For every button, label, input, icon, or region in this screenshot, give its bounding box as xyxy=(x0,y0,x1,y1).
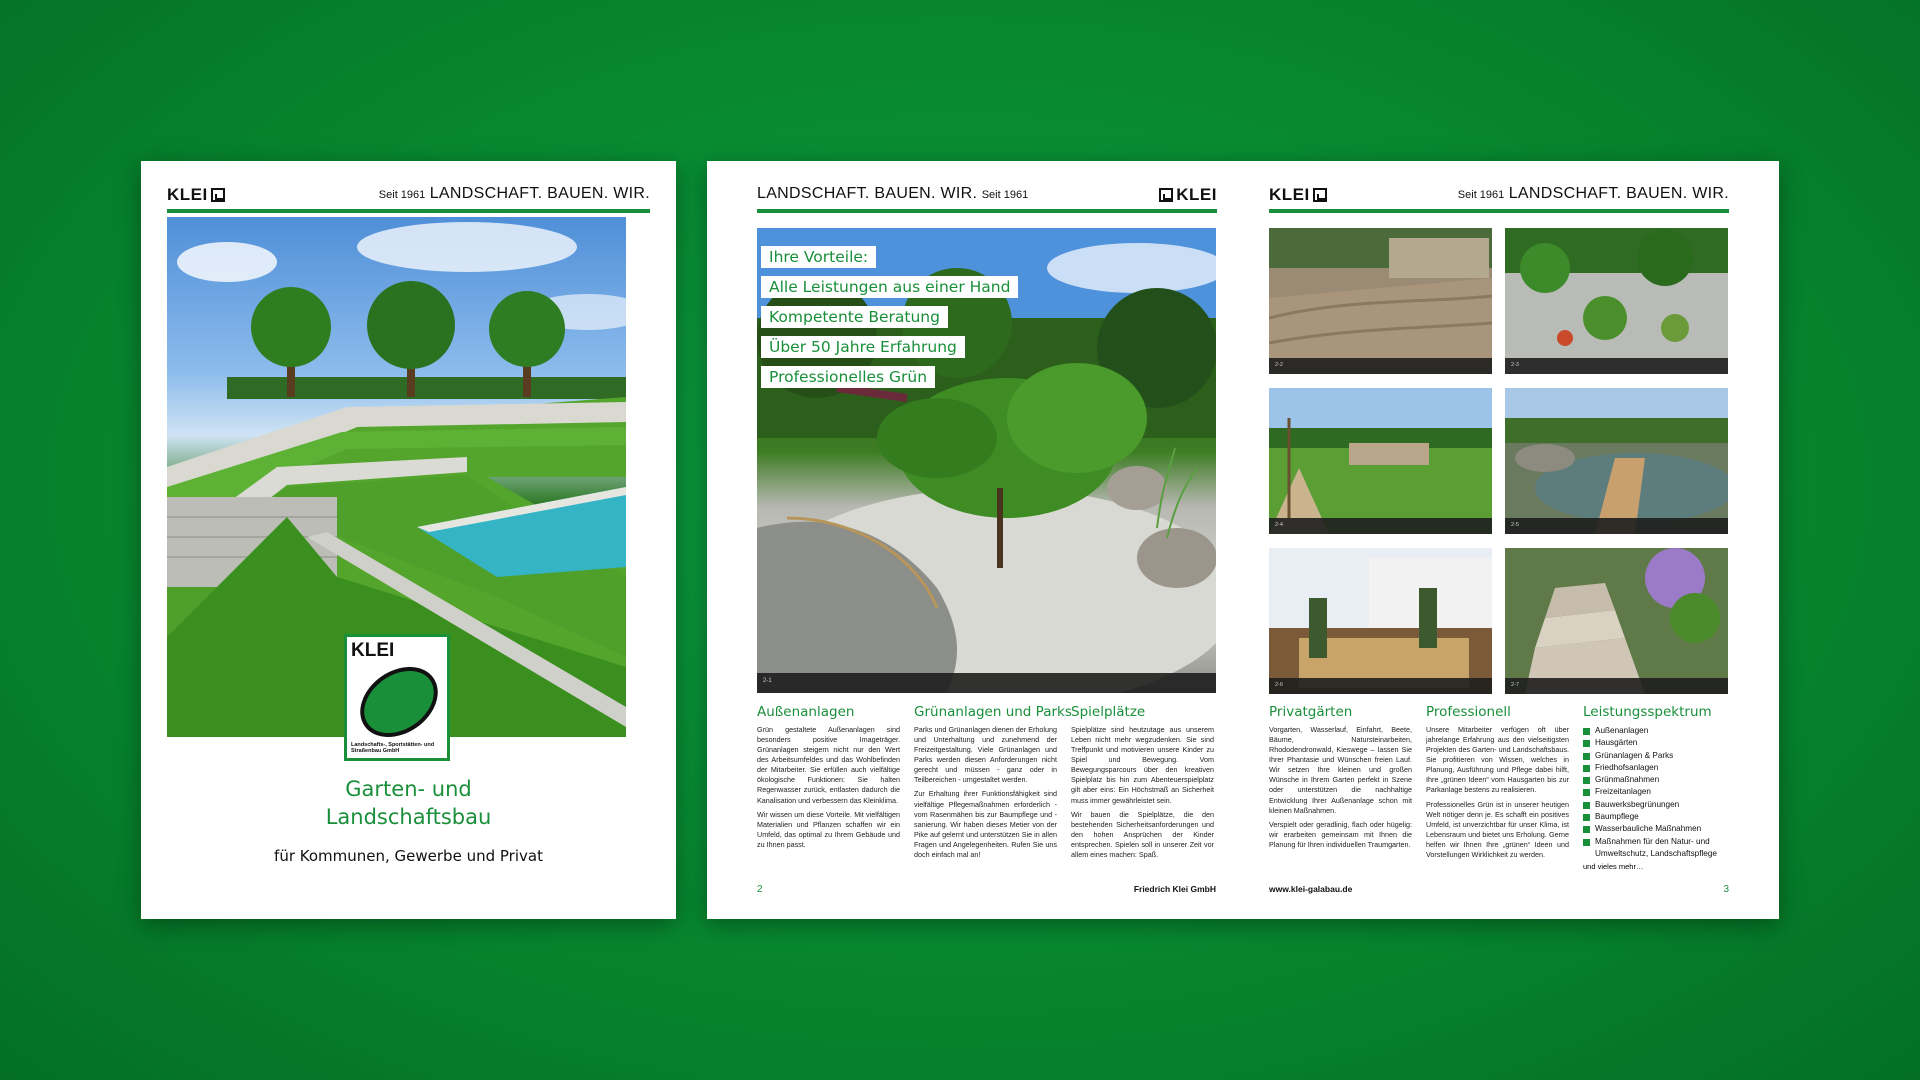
garden-stairs-illustration xyxy=(1505,548,1728,694)
image-caption: 2-2 xyxy=(1275,362,1283,368)
page3-columns xyxy=(1269,704,1726,871)
column-aussenanlagen xyxy=(757,704,900,864)
paved-courtyard-illustration xyxy=(1269,228,1492,374)
bullet-square-icon xyxy=(1583,765,1590,772)
bullet-square-icon xyxy=(1583,728,1590,735)
badge-advantages-title: Ihre Vorteile: xyxy=(761,246,876,268)
column-privatgaerten xyxy=(1269,704,1412,871)
stone-wall-illustration xyxy=(1269,548,1492,694)
column-paragraph: Grün gestaltete Außenanlagen sind besonders positive Imageträger. Grünanlagen steigern nicht nur den Wert des Arbeitsumfeldes und das Wohlbefinden der Mitarbeiter. Sie erfüllen auch vielfältige ökologische Funktionen: Sie halten Regenwasser zurück, entlasten dadurch die Kanalisation und verbessern das Kleinklima. xyxy=(757,725,900,805)
image-caption: 2-6 xyxy=(1275,682,1283,688)
list-item-label: Außenanlagen xyxy=(1595,726,1649,735)
services-list xyxy=(1583,725,1726,860)
list-item-label: Baumpflege xyxy=(1595,812,1639,822)
column-title: Außenanlagen xyxy=(757,704,855,720)
column-title: Spielplätze xyxy=(1071,704,1146,720)
column-title: Leistungsspektrum xyxy=(1583,704,1712,720)
badge-advantage: Über 50 Jahre Erfahrung xyxy=(761,336,965,358)
badge-advantage: Alle Leistungen aus einer Hand xyxy=(761,276,1018,298)
column-paragraph: Wir bauen die Spielplätze, die den bestehenden Sicherheitsanforderungen und den hohen Ansprüchen der Kinder entsprechen. Spielen soll in unserer Zeit vor allem eines machen: Spaß. xyxy=(1071,809,1214,859)
column-paragraph: Unsere Mitarbeiter verfügen oft über jahrelange Erfahrung aus den vielseitigsten Projekten des Garten- und Landschaftsbaus. Sie profitieren von Wissen, welches in Planung, Ausführung und Pflege dabei hilft, Ihre „grünen Ideen“ vom Hausgarten bis zur Parkanlage bestens zu realisieren. xyxy=(1426,725,1569,795)
logo-text: KLEI xyxy=(1176,185,1217,204)
column-paragraph: Vorgarten, Wasserlauf, Einfahrt, Beete, Bäume, Natursteinarbeiten, Rhododendronwald, Kieswege – lassen Sie Ihrer Phantasie und Wünschen freien Lauf. Wir setzen Ihre kleinen und großen Wünsche in Ihrem Garten perfekt in Szene oder unterstützen die nachhaltige Entwicklung Ihrer Außenanlage schon mit kleinen Maßnahmen. xyxy=(1269,725,1412,815)
page3-header xyxy=(1269,183,1729,207)
page2-header xyxy=(757,183,1217,207)
list-item-label: Bauwerksbegrünungen xyxy=(1595,799,1680,809)
footer-website: www.klei-galabau.de xyxy=(1269,884,1353,894)
page2-columns xyxy=(757,704,1214,864)
column-paragraph: Professionelles Grün ist in unserer heutigen Welt nötiger denn je. Es schafft ein positives Umfeld, ist unverzichtbar für unser Klima, ist Lebensraum und bietet uns Erholung. Gerne helfen wir Ihnen Ihre „grünen“ Ideen und Vorstellungen Wirklichkeit zu werden. xyxy=(1426,799,1569,859)
image-caption-bar xyxy=(1269,358,1492,374)
bullet-square-icon xyxy=(1583,777,1590,784)
column-professionell xyxy=(1426,704,1569,871)
image-caption-bar xyxy=(1505,678,1728,694)
page-number: 2 xyxy=(757,884,763,895)
image-caption: 2-5 xyxy=(1511,522,1519,528)
column-spielplaetze xyxy=(1071,704,1214,864)
klei-logo xyxy=(1269,185,1327,205)
footer-company: Friedrich Klei GmbH xyxy=(1133,884,1216,894)
hero-caption-bar xyxy=(757,673,1216,693)
header-rule xyxy=(167,209,650,213)
image-caption: 2-1 xyxy=(763,678,772,684)
photo-playground xyxy=(1269,388,1492,534)
header-slogan xyxy=(757,185,1028,203)
badge-advantage: Professionelles Grün xyxy=(761,366,935,388)
image-caption-bar xyxy=(1505,358,1728,374)
image-caption-bar xyxy=(1269,678,1492,694)
slogan-text: LANDSCHAFT. BAUEN. WIR. xyxy=(1508,185,1729,202)
more-text: und vieles mehr… xyxy=(1583,862,1644,872)
cover-klei-emblem xyxy=(344,634,450,761)
cover-subtitle: für Kommunen, Gewerbe und Privat xyxy=(274,847,543,865)
emblem-text: KLEI xyxy=(351,640,395,661)
badge-advantage: Kompetente Beratung xyxy=(761,306,948,328)
list-item xyxy=(1583,762,1726,774)
bullet-square-icon xyxy=(1583,740,1590,747)
pond-illustration xyxy=(1505,388,1728,534)
image-caption-bar xyxy=(1269,518,1492,534)
list-item xyxy=(1583,774,1726,786)
column-title: Professionell xyxy=(1426,704,1511,720)
column-paragraph: Parks und Grünanlagen dienen der Erholung und Unterhaltung und zunehmend der Freizeitgestaltung. Viele Grünanlagen und Parks werden diesen Anforderungen nicht gerecht und müssen - ganz oder in Teilbereichen - umgestaltet werden. xyxy=(914,725,1057,785)
brochure-spread xyxy=(707,161,1779,919)
list-item-label: Maßnahmen für den Natur- und Umweltschutz, Landschaftspflege xyxy=(1595,836,1717,858)
photo-garden-stairs xyxy=(1505,548,1728,694)
list-item-label: Grünmaßnahmen xyxy=(1595,775,1660,785)
header-rule xyxy=(1269,209,1729,213)
list-item xyxy=(1583,725,1726,737)
column-paragraph: Zur Erhaltung ihrer Funktionsfähigkeit sind vielfältige Pflegemaßnahmen erforderlich - vom Rasenmähen bis zur Baumpflege und -sanierung. Wir haben dieses Metier von der Pike auf gelernt und unterstützen Sie in allen Fragen und Angelegenheiten. Rufen Sie uns doch einfach mal an! xyxy=(914,789,1057,859)
column-title: Grünanlagen und Parks xyxy=(914,704,1072,720)
photo-paved-courtyard xyxy=(1269,228,1492,374)
list-item-label: Grünanlagen & Parks xyxy=(1595,750,1674,760)
cover-page xyxy=(141,161,676,919)
since-text: Seit 1961 xyxy=(981,189,1029,201)
list-item xyxy=(1583,823,1726,835)
column-gruenanlagen xyxy=(914,704,1072,864)
cover-title xyxy=(141,775,676,832)
bullet-square-icon xyxy=(1583,753,1590,760)
header-slogan xyxy=(379,185,650,203)
logo-mark-icon xyxy=(1159,188,1173,202)
column-title: Privatgärten xyxy=(1269,704,1353,720)
header-slogan xyxy=(1458,185,1729,203)
since-text: Seit 1961 xyxy=(1457,189,1505,201)
list-item-label: Friedhofsanlagen xyxy=(1595,762,1659,772)
advantages-badges xyxy=(761,246,1018,396)
photo-stone-wall-workers xyxy=(1269,548,1492,694)
page-2 xyxy=(707,161,1243,919)
gravel-garden-illustration xyxy=(1505,228,1728,374)
column-paragraph: Spielplätze sind heutzutage aus unserem Leben nicht mehr wegzudenken. Sie sind Treffpunkt und motivieren unsere Kinder zu Spiel und Bewegung. Vom Bewegungsparcours über den kreativen Spielplatz bis hin zum Abenteuerspielplatz gilt aber eins: Ein Höchstmaß an Sicherheit muss immer gewährleistet sein. xyxy=(1071,725,1214,805)
slogan-text: LANDSCHAFT. BAUEN. WIR. xyxy=(429,185,650,202)
list-item xyxy=(1583,811,1726,823)
list-item xyxy=(1583,737,1726,749)
logo-text: KLEI xyxy=(167,185,208,204)
klei-logo xyxy=(1159,185,1217,205)
image-caption-bar xyxy=(1505,518,1728,534)
image-caption: 2-3 xyxy=(1511,362,1519,368)
list-item xyxy=(1583,786,1726,798)
bullet-square-icon xyxy=(1583,839,1590,846)
page-number: 3 xyxy=(1723,884,1729,895)
bullet-square-icon xyxy=(1583,814,1590,821)
column-leistungsspektrum xyxy=(1583,704,1726,871)
photo-pond xyxy=(1505,388,1728,534)
emblem-oval-icon xyxy=(347,653,451,752)
bullet-square-icon xyxy=(1583,826,1590,833)
klei-logo xyxy=(167,185,225,205)
playground-illustration xyxy=(1269,388,1492,534)
list-item xyxy=(1583,750,1726,762)
hero-photo xyxy=(757,228,1216,693)
photo-gravel-garden xyxy=(1505,228,1728,374)
logo-text: KLEI xyxy=(1269,185,1310,204)
list-item xyxy=(1583,836,1726,861)
list-item-label: Freizeitanlagen xyxy=(1595,787,1651,797)
logo-mark-icon xyxy=(211,188,225,202)
since-text: Seit 1961 xyxy=(378,189,426,201)
emblem-subtitle: Landschafts-, Sportstätten- und Straßenbau GmbH xyxy=(351,741,435,755)
slogan-text: LANDSCHAFT. BAUEN. WIR. xyxy=(757,185,978,202)
column-paragraph: Verspielt oder geradlinig, flach oder hügelig: wir erarbeiten gemeinsam mit Ihnen die Planung für Ihren individuellen Traumgarten. xyxy=(1269,819,1412,849)
bullet-square-icon xyxy=(1583,789,1590,796)
cover-header xyxy=(167,183,650,207)
list-item-label: Wasserbauliche Maßnahmen xyxy=(1595,824,1702,834)
column-paragraph: Wir wissen um diese Vorteile. Mit vielfältigen Materialien und Pflanzen schaffen wir ein Umfeld, das optimal zu Ihrem Gebäude und zu Ihnen passt. xyxy=(757,809,900,849)
cover-title-line2: Landschaftsbau xyxy=(325,805,492,830)
image-caption: 2-4 xyxy=(1275,522,1283,528)
bullet-square-icon xyxy=(1583,802,1590,809)
logo-mark-icon xyxy=(1313,188,1327,202)
cover-title-line1: Garten- und xyxy=(345,777,472,801)
header-rule xyxy=(757,209,1217,213)
list-item xyxy=(1583,799,1726,811)
page-3 xyxy=(1243,161,1779,919)
list-item-label: Hausgärten xyxy=(1595,738,1638,748)
image-caption: 2-7 xyxy=(1511,682,1519,688)
